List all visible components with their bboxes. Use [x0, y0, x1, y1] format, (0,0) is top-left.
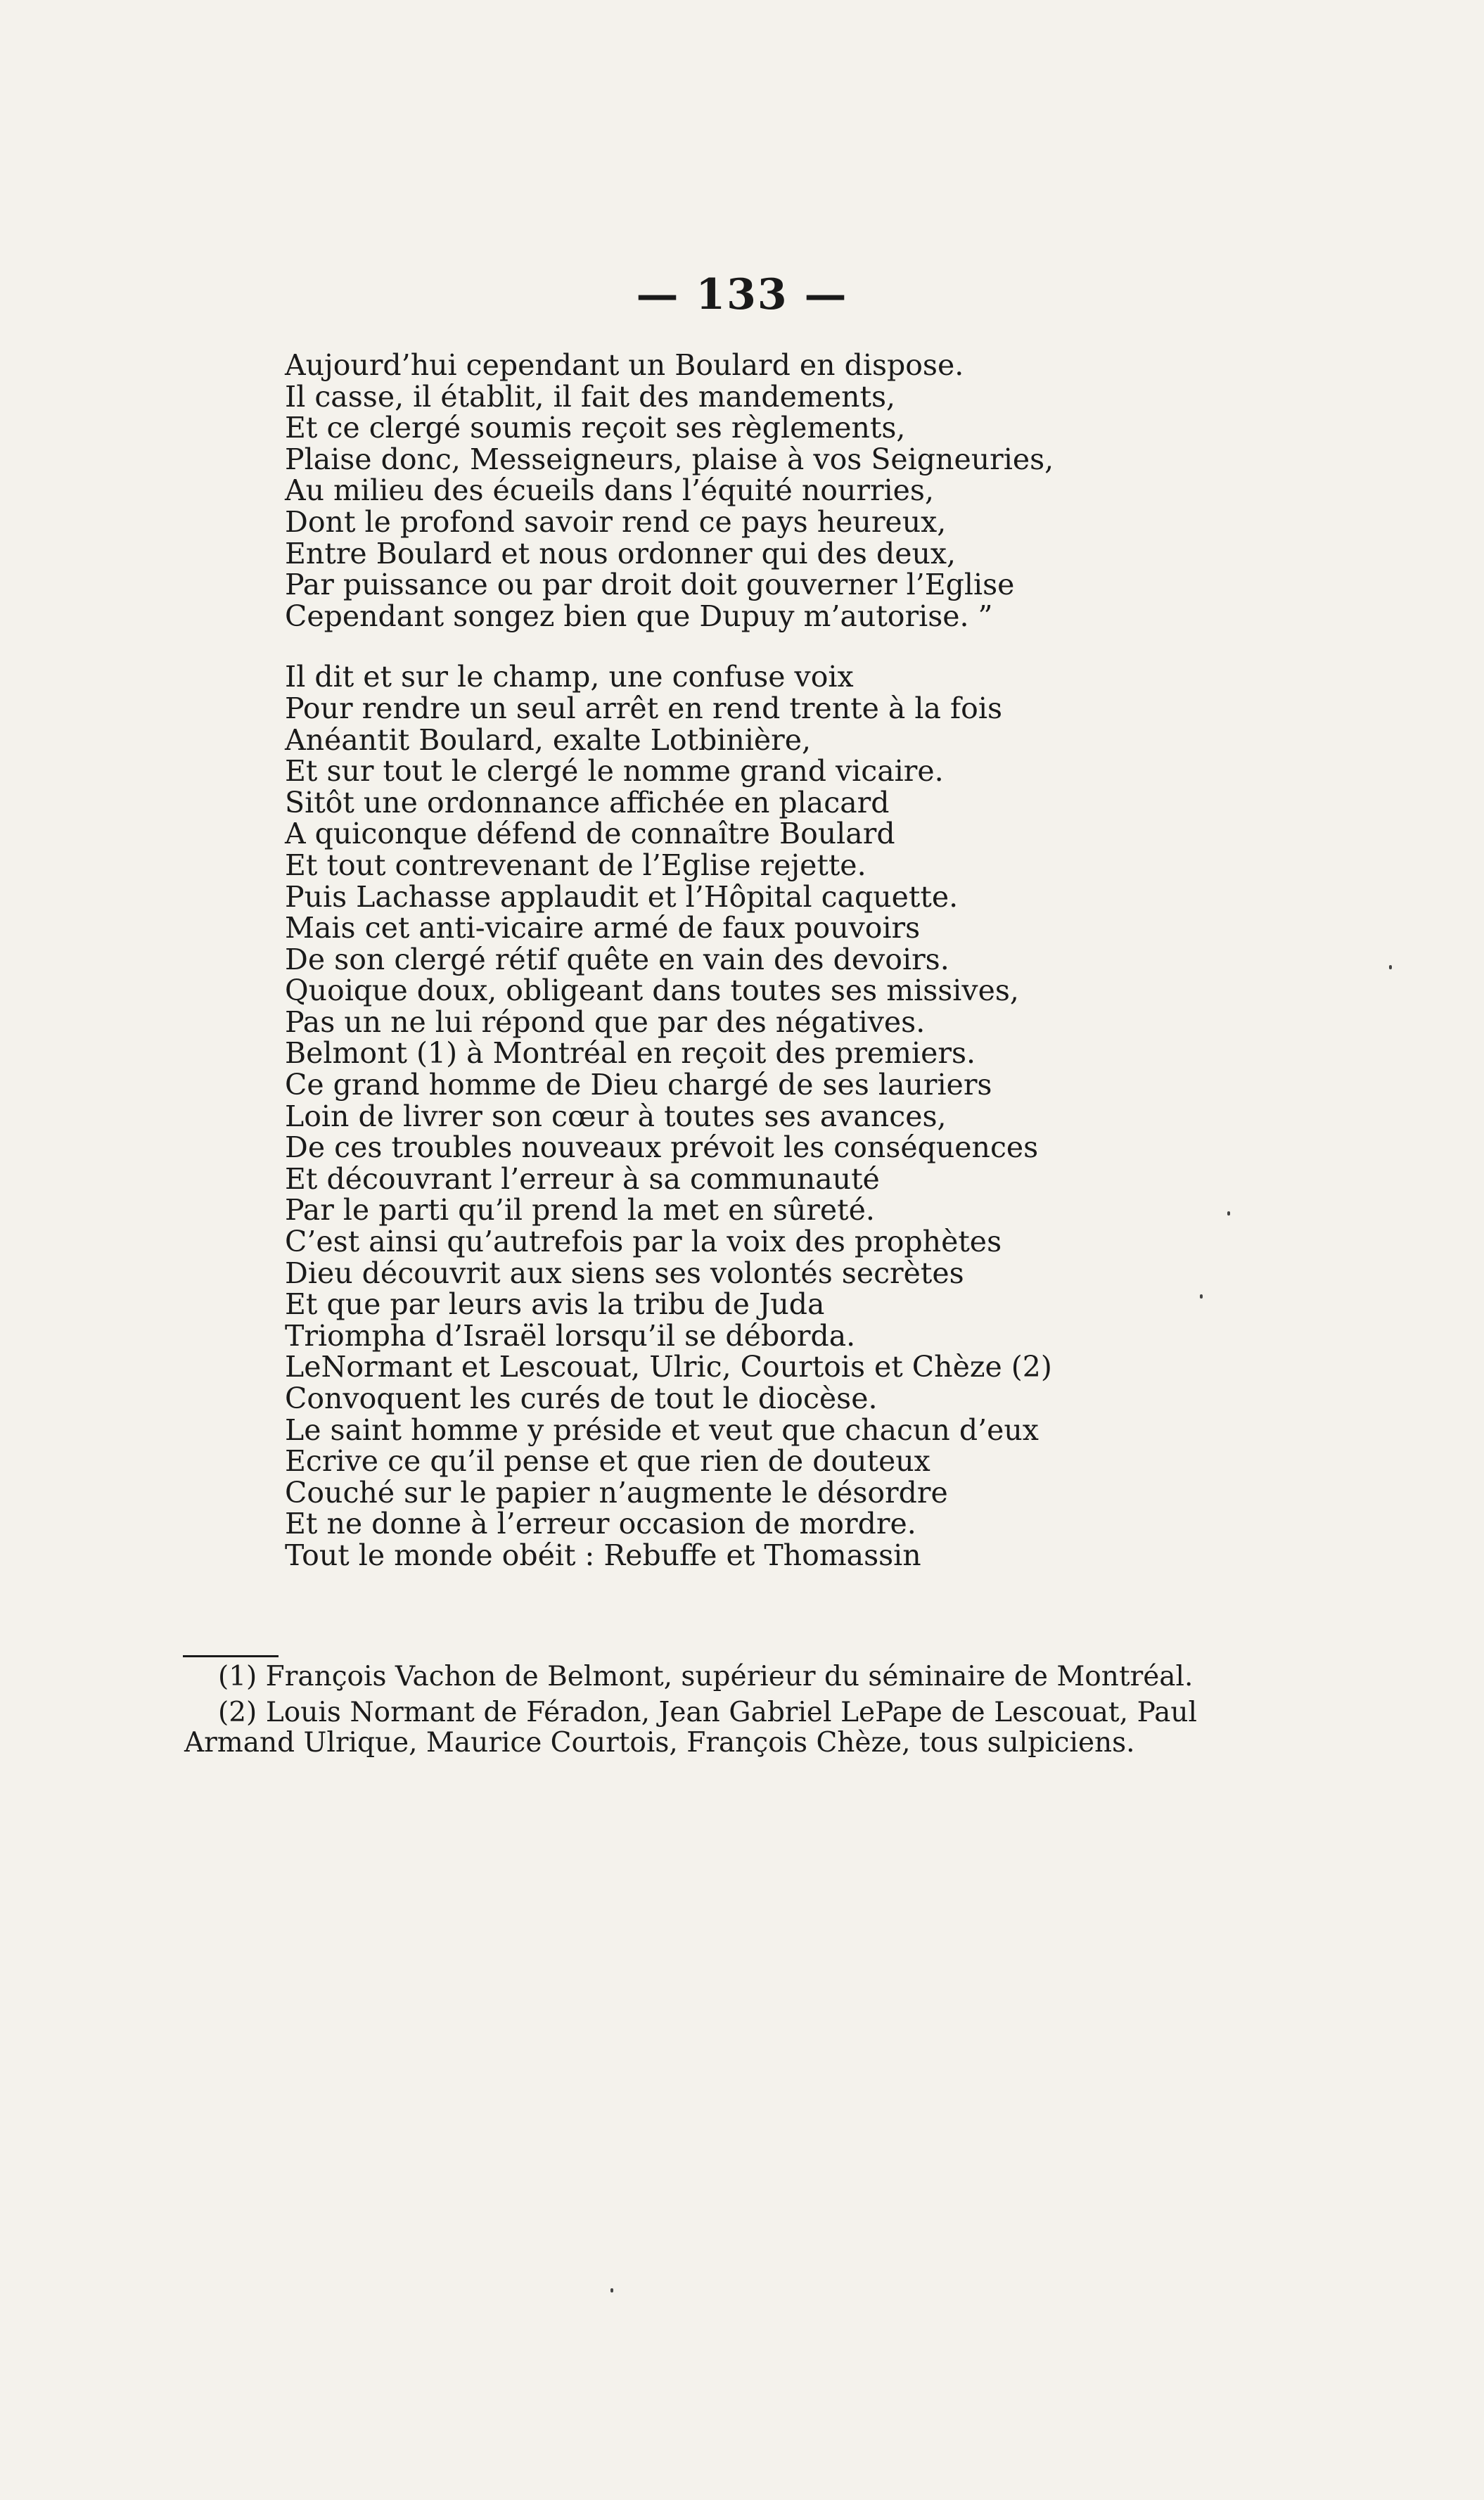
verse-line: A quiconque défend de connaître Boulard — [285, 817, 895, 851]
verse-line: Loin de livrer son cœur à toutes ses avances, — [285, 1099, 947, 1133]
print-speck — [1227, 1211, 1230, 1216]
verse-line: Mais cet anti-vicaire armé de faux pouvoirs — [285, 911, 921, 945]
verse-line: Et ce clergé soumis reçoit ses règlements, — [285, 411, 906, 445]
verse-line: Belmont (1) à Montréal en reçoit des premiers. — [285, 1036, 976, 1071]
verse-line: Quoique doux, obligeant dans toutes ses missives, — [285, 974, 1019, 1008]
verse-line: Et tout contrevenant de l’Eglise rejette. — [285, 848, 866, 882]
verse-line: Convoquent les curés de tout le diocèse. — [285, 1382, 878, 1415]
verse-line: Plaise donc, Messeigneurs, plaise à vos Seigneuries, — [285, 442, 1054, 476]
verse-line: Sitôt une ordonnance affichée en placard — [285, 785, 890, 819]
verse-line: Pour rendre un seul arrêt en rend trente à la fois — [285, 691, 1003, 725]
verse-line: Dont le profond savoir rend ce pays heureux, — [285, 504, 947, 539]
verse-line: Il dit et sur le champ, une confuse voix — [285, 660, 854, 694]
verse-line: LeNormant et Lescouat, Ulric, Courtois et Chèze (2) — [285, 1350, 1052, 1384]
verse-line: De ces troubles nouveaux prévoit les conséquences — [285, 1130, 1039, 1165]
verse-line: Ce grand homme de Dieu chargé de ses lauriers — [285, 1068, 992, 1102]
verse-line: Pas un ne lui répond que par des négatives. — [285, 1005, 926, 1039]
print-speck — [1200, 1294, 1203, 1299]
verse-line: Et que par leurs avis la tribu de Juda — [285, 1287, 825, 1322]
stanza — [285, 661, 1129, 1571]
stanza — [285, 350, 1129, 632]
verse-line: Au milieu des écueils dans l’équité nourries, — [285, 473, 935, 508]
verse-line: Couché sur le papier n’augmente le désordre — [285, 1475, 948, 1510]
verse-line: Puis Lachasse applaudit et l’Hôpital caquette. — [285, 879, 959, 914]
footnote-1: (1) François Vachon de Belmont, supérieur du séminaire de Montréal. — [218, 1661, 1194, 1692]
verse-line: Le saint homme y préside et veut que chacun d’eux — [285, 1412, 1039, 1447]
print-speck — [610, 2288, 613, 2292]
verse-line: Entre Boulard et nous ordonner qui des deux, — [285, 536, 957, 570]
verse-line: Par le parti qu’il prend la met en sûreté. — [285, 1193, 875, 1227]
verse-line: Anéantit Boulard, exalte Lotbinière, — [285, 722, 812, 757]
verse-line: Triompha d’Israël lorsqu’il se déborda. — [285, 1318, 856, 1353]
verse-line: Cependant songez bien que Dupuy m’autorise. ” — [285, 599, 993, 633]
verse-line: Il casse, il établit, il fait des mandements, — [285, 379, 896, 414]
page-number: — 133 — — [636, 270, 848, 319]
verse-line: Aujourd’hui cependant un Boulard en dispose. — [285, 348, 964, 382]
verse-line: Par puissance ou par droit doit gouverner l’Eglise — [285, 568, 1015, 602]
verse-line: C’est ainsi qu’autrefois par la voix des prophètes — [285, 1225, 1002, 1259]
verse-line: Dieu découvrit aux siens ses volontés secrètes — [285, 1256, 964, 1290]
verse-line: Ecrive ce qu’il pense et que rien de douteux — [285, 1444, 930, 1479]
footnote-2: (2) Louis Normant de Féradon, Jean Gabriel LePape de Lescouat, Paul Armand Ulrique, Maurice Courtois, François Chèze, tous sulpiciens. — [184, 1697, 1197, 1759]
verse-line: Et ne donne à l’erreur occasion de mordre. — [285, 1507, 916, 1541]
verse-line: Tout le monde obéit : Rebuffe et Thomassin — [285, 1538, 921, 1572]
verse-line: Et sur tout le clergé le nomme grand vicaire. — [285, 754, 944, 789]
verse-line: Et découvrant l’erreur à sa communauté — [285, 1161, 880, 1196]
footnote-separator — [183, 1655, 279, 1657]
verse-line: De son clergé rétif quête en vain des devoirs. — [285, 942, 949, 976]
poem — [285, 350, 1129, 1571]
footnotes — [184, 1662, 1197, 1764]
print-speck — [1389, 965, 1392, 969]
